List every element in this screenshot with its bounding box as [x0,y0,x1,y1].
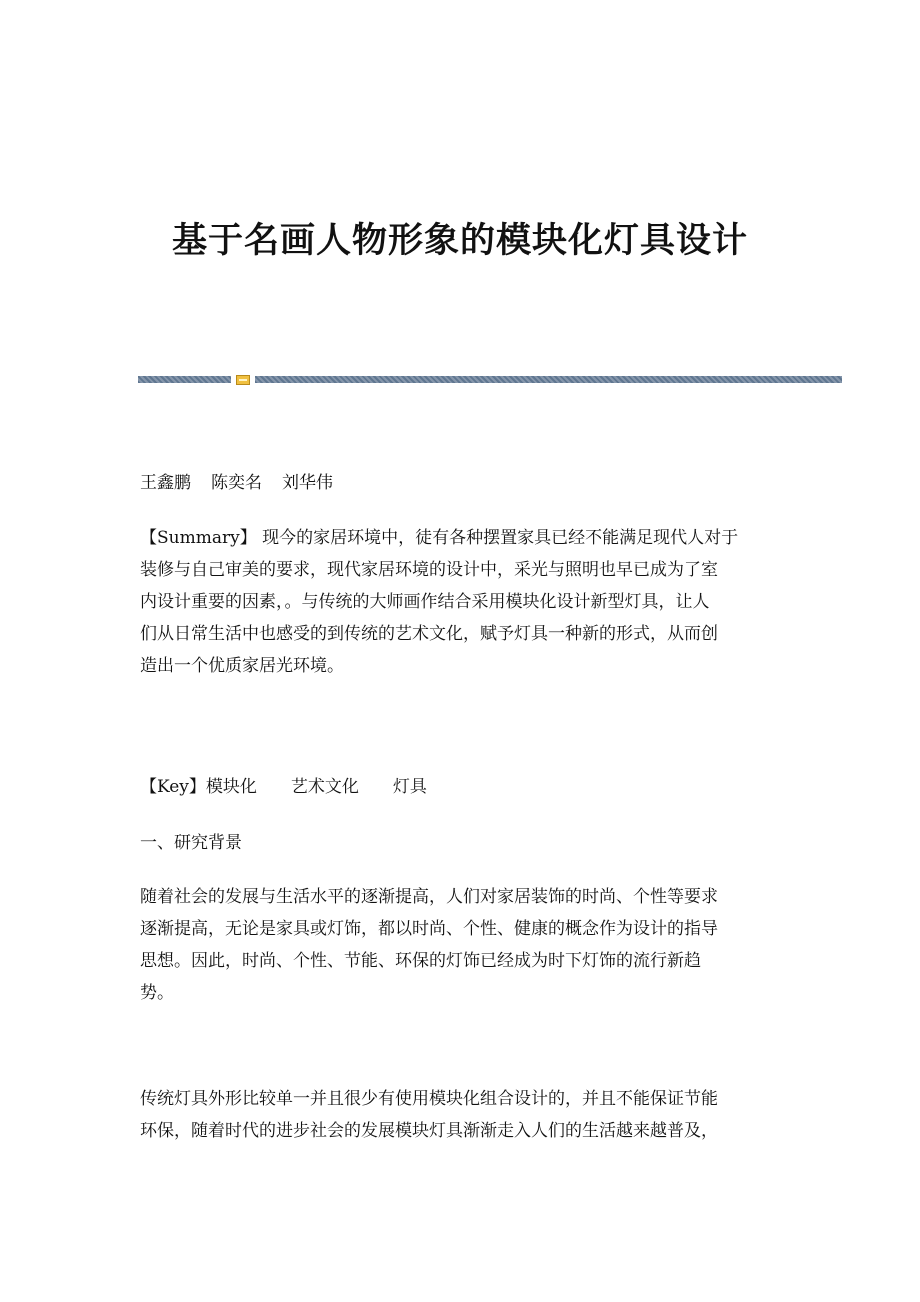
divider-ornament-icon [236,375,250,385]
section-heading: 一、研究背景 [140,833,242,853]
summary-section [140,522,780,682]
divider-bar-left [138,376,231,383]
title-divider [138,375,842,385]
keyword: 艺术文化 [290,777,359,797]
summary-label: 【Summary】 [140,528,257,548]
author-name: 刘华伟 [282,473,333,493]
divider-bar-right [255,376,842,383]
author-name: 陈奕名 [211,473,262,493]
summary-line: 现今的家居环境中，徒有各种摆置家具已经不能满足现代人对于 [262,528,739,548]
paragraph-line: 逐渐提高，无论是家具或灯饰，都以时尚、个性、健康的概念作为设计的指导 [140,919,718,939]
paper-title: 基于名画人物形象的模块化灯具设计 [171,220,748,261]
summary-line: 们从日常生活中也感受的到传统的艺术文化，赋予灯具一种新的形式，从而创 [140,624,718,644]
summary-line: 装修与自己审美的要求，现代家居环境的设计中，采光与照明也早已成为了室 [140,560,718,580]
paragraph-line: 传统灯具外形比较单一并且很少有使用模块化组合设计的，并且不能保证节能 [140,1089,718,1109]
paragraph-line: 环保，随着时代的进步社会的发展模块灯具渐渐走入人们的生活越来越普及， [140,1121,718,1141]
keywords-section [140,771,780,803]
author-name: 王鑫鹏 [140,473,191,493]
keyword: 模块化 [205,777,257,797]
author-list [140,467,780,499]
keywords-label: 【Key】 [140,777,206,797]
body-paragraph [140,1083,780,1147]
paragraph-line: 势。 [140,983,174,1003]
paragraph-line: 思想。因此，时尚、个性、节能、环保的灯饰已经成为时下灯饰的流行新趋 [140,951,701,971]
paragraph-line: 随着社会的发展与生活水平的逐渐提高，人们对家居装饰的时尚、个性等要求 [140,887,718,907]
keyword: 灯具 [392,777,427,797]
summary-line: 内设计重要的因素，。与传统的大师画作结合采用模块化设计新型灯具，让人 [140,592,710,612]
summary-line: 造出一个优质家居光环境。 [140,656,344,676]
body-paragraph [140,881,780,1009]
